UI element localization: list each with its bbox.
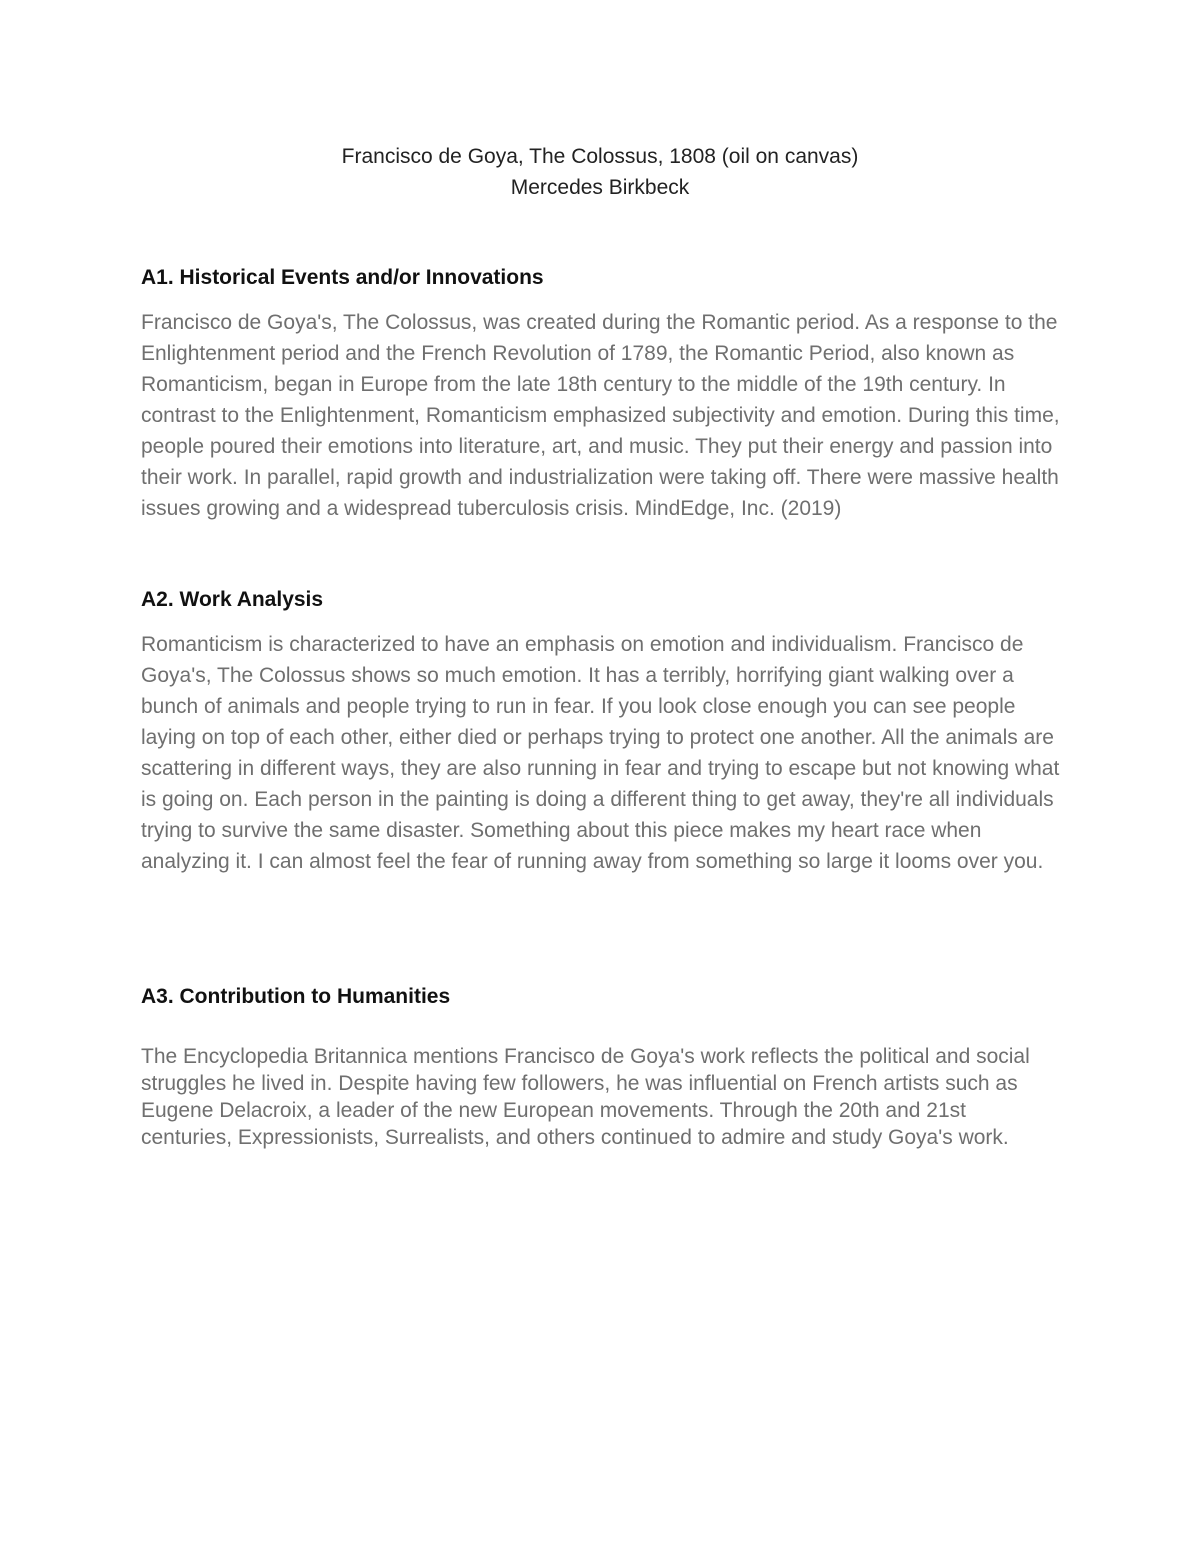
document-title: Francisco de Goya, The Colossus, 1808 (oil on canvas) bbox=[341, 145, 859, 168]
section-heading: A2. Work Analysis bbox=[141, 588, 324, 611]
section-body: Francisco de Goya's, The Colossus, was created during the Romantic period. As a response to the Enlightenment period and the French Revolution of 1789, the Romantic Period, also known as Romanticism, began in Europe from the late 18th century to the middle of the 19th century. In contrast to the Enlightenment, Romanticism emphasized subjectivity and emotion. During this time, people poured their emotions into literature, art, and music. They put their energy and passion into their work. In parallel, rapid growth and industrialization were taking off. There were massive health issues growing and a widespread tuberculosis crisis. MindEdge, Inc. (2019) bbox=[141, 311, 1060, 520]
section-body: Romanticism is characterized to have an emphasis on emotion and individualism. Francisco de Goya's, The Colossus shows so much emotion. It has a terribly, horrifying giant walking over a bunch of animals and people trying to run in fear. If you look close enough you can see people laying on top of each other, either died or perhaps trying to protect one another. All the animals are scattering in different ways, they are also running in fear and trying to escape but not knowing what is going on. Each person in the painting is doing a different thing to get away, they're all individuals trying to survive the same disaster. Something about this piece makes my heart race when analyzing it. I can almost feel the fear of running away from something so large it looms over you. bbox=[141, 633, 1060, 873]
document-header bbox=[0, 141, 1200, 203]
section-heading: A3. Contribution to Humanities bbox=[141, 985, 451, 1008]
section-heading: A1. Historical Events and/or Innovations bbox=[141, 266, 544, 289]
section-body: The Encyclopedia Britannica mentions Francisco de Goya's work reflects the political and social struggles he lived in. Despite having few followers, he was influential on French artists such as Eugene Delacroix, a leader of the new European movements. Through the 20th and 21st centuries, Expressionists, Surrealists, and others continued to admire and study Goya's work. bbox=[141, 1045, 1030, 1149]
section-work-analysis bbox=[141, 587, 1061, 877]
section-contribution-humanities bbox=[141, 984, 1061, 1151]
document-author: Mercedes Birkbeck bbox=[510, 176, 690, 199]
section-historical-events bbox=[141, 265, 1061, 524]
